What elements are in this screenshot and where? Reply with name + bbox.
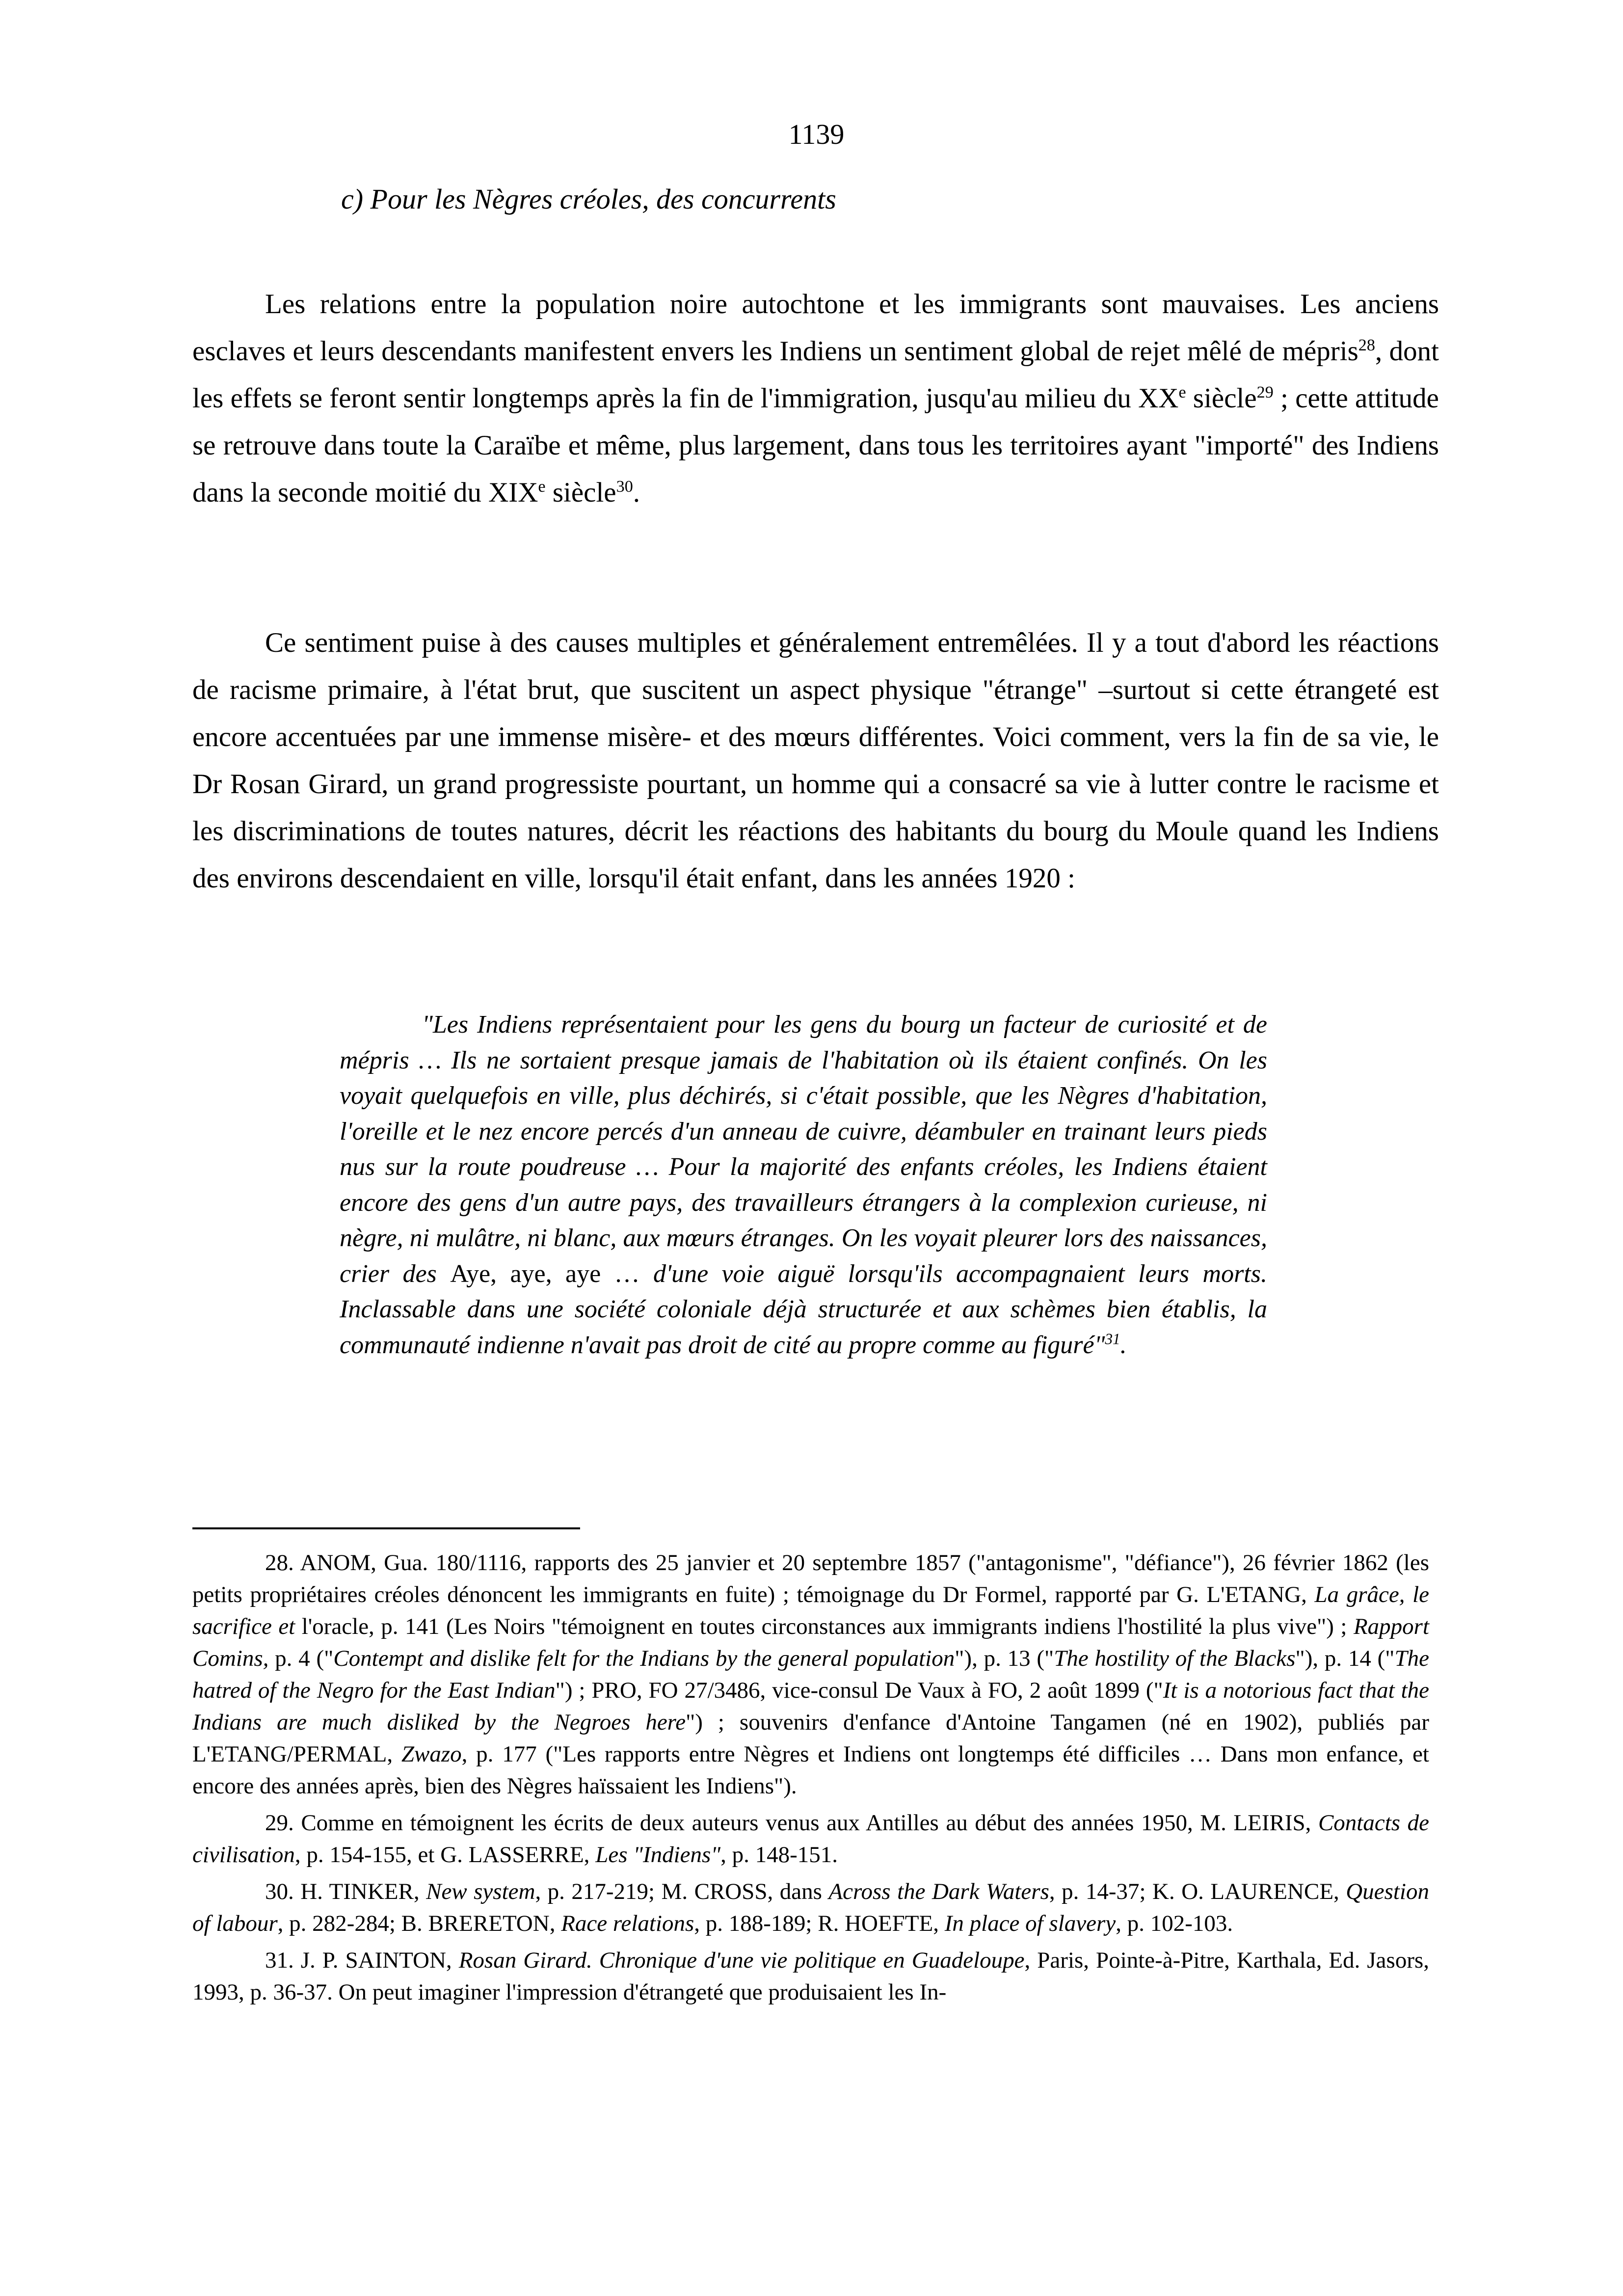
text-run: ; cette attitude se retrouve dans toute la Caraïbe et même, plus largement, dans tous les territoires ayant "importé" des Indiens dans la seconde moitié du XIX — [192, 383, 1439, 508]
italic-title: The hostility of the Blacks — [1054, 1646, 1296, 1671]
text-run: ") ; souvenirs d'enfance d'Antoine Tangamen (né en 1902), publiés par L'ETANG/PERMAL, — [192, 1709, 1429, 1767]
text-run: "), p. 13 (" — [955, 1646, 1054, 1671]
paragraph-text: Ce sentiment puise à des causes multiples et généralement entremêlées. Il y a tout d'abord les réactions de racisme primaire, à l'état brut, que suscitent un aspect physique "étrange" –surtout si cette étrangeté est encore accentuées par une immense misère- et des mœurs différentes. Voici comment, vers la fin de sa vie, le Dr Rosan Girard, un grand progressiste pourtant, un homme qui a consacré sa vie à lutter contre le racisme et les discriminations de toutes natures, décrit les réactions des habitants du bourg du Moule quand les Indiens des environs descendaient en ville, lorsqu'il était enfant, dans les années 1920 : — [192, 627, 1439, 894]
text-run: , p. 188-189; R. HOEFTE, — [694, 1911, 945, 1936]
block-quote — [340, 1007, 1267, 1363]
footnote-ref-28[interactable]: 28 — [1358, 336, 1375, 354]
text-run: siècle — [1186, 383, 1257, 414]
italic-title: In place of slavery — [944, 1911, 1116, 1936]
footnote-31 — [192, 1945, 1429, 2008]
text-run: , Paris, Pointe-à-Pitre, Karthala, Ed. Jasors, 1993, p. 36-37. On peut imaginer l'impression d'étrangeté que produisaient les In- — [192, 1948, 1430, 2005]
text-run: . — [633, 477, 640, 508]
text-run: , p. 14-37; K. O. LAURENCE, — [1049, 1879, 1346, 1904]
italic-title: Contempt and dislike felt for the Indians by the general population — [333, 1646, 955, 1671]
text-run: , p. 102-103. — [1116, 1911, 1233, 1936]
cry-text: Aye, aye, aye … — [450, 1259, 640, 1288]
page-number: 1139 — [788, 118, 845, 150]
body-paragraph-2 — [192, 619, 1439, 902]
text-run: , p. 148-151. — [720, 1842, 838, 1868]
italic-title: Zwazo — [401, 1741, 462, 1767]
text-run: Les relations entre la population noire autochtone et les immigrants sont mauvaises. Les anciens esclaves et leurs descendants manifestent envers les Indiens un sentiment global de rejet mêlé de mépris — [192, 289, 1439, 367]
text-run: 30. H. TINKER, — [265, 1879, 426, 1904]
text-run: , p. 282-284; B. BRERETON, — [277, 1911, 561, 1936]
text-run: d'une voie aiguë lorsqu'ils accompagnaient leurs morts. Inclassable dans une société coloniale déjà structurée et aux schèmes bien établis, la communauté indienne n'avait pas droit de cité au propre comme au figuré" — [340, 1259, 1267, 1359]
italic-title: Race relations — [561, 1911, 694, 1936]
text-run: , p. 177 ("Les rapports entre Nègres et Indiens ont longtemps été difficiles … Dans mon enfance, et encore des années après, bien des Nègres haïssaient les Indiens"). — [192, 1741, 1429, 1799]
text-run: 31. J. P. SAINTON, — [265, 1948, 459, 1973]
text-run: l'oracle, p. 141 (Les Noirs "témoignent en toutes circonstances aux immigrants indiens l'hostilité la plus vive") ; — [295, 1614, 1354, 1639]
italic-title: Les "Indiens" — [595, 1842, 721, 1868]
text-run: , p. 217-219; M. CROSS, dans — [535, 1879, 829, 1904]
body-paragraph-1 — [192, 281, 1439, 516]
text-run: 28. ANOM, Gua. 180/1116, rapports des 25 janvier et 20 septembre 1857 ("antagonisme", "défiance"), 26 février 1862 (les petits propriétaires créoles dénoncent les immigrants en fuite) ; témoignage du Dr Formel, rapporté par G. L'ETANG, — [192, 1550, 1429, 1607]
footnote-30 — [192, 1876, 1429, 1940]
footnotes — [192, 1547, 1429, 2013]
ordinal-superscript: e — [538, 478, 546, 496]
footnote-29 — [192, 1807, 1429, 1871]
footnote-28 — [192, 1547, 1429, 1802]
italic-title: The hatred of the Negro for the East Indian — [192, 1646, 1429, 1703]
italic-title: Rapport Comins, — [192, 1614, 1429, 1671]
italic-title: New system — [426, 1879, 535, 1904]
quote-text — [340, 1007, 1267, 1363]
italic-title: Contacts de civilisation — [192, 1810, 1429, 1868]
text-run: ") ; PRO, FO 27/3486, vice-consul De Vaux à FO, 2 août 1899 (" — [555, 1678, 1163, 1703]
text-run: "Les Indiens représentaient pour les gens du bourg un facteur de curiosité et de mépris … Ils ne sortaient presque jamais de l'habitation où ils étaient confinés. On les voyait quelquefois en ville, plus déchirés, si c'était possible, que les Nègres d'habitation, l'oreille et le nez encore percés d'un anneau de cuivre, déambuler en trainant leurs pieds nus sur la route poudreuse … Pour la majorité des enfants créoles, les Indiens étaient encore des gens d'un autre pays, des travailleurs étrangers à la complexion curieuse, ni nègre, ni mulâtre, ni blanc, aux mœurs étranges. On les voyait pleurer lors des naissances, crier des — [340, 1011, 1267, 1288]
italic-title: Rosan Girard. Chronique d'une vie politique en Guadeloupe — [458, 1948, 1025, 1973]
text-run: siècle — [545, 477, 616, 508]
italic-title: Question of labour — [192, 1879, 1429, 1936]
section-heading: c) Pour les Nègres créoles, des concurrents — [341, 183, 836, 215]
text-run: "), p. 14 (" — [1295, 1646, 1395, 1671]
italic-title: It is a notorious fact that the Indians are much disliked by the Negroes here — [192, 1678, 1429, 1735]
footnote-ref-31[interactable]: 31 — [1105, 1330, 1120, 1348]
ordinal-superscript: e — [1178, 383, 1186, 401]
italic-title: La grâce, le sacrifice et — [192, 1582, 1429, 1639]
text-run: , dont les effets se feront sentir longtemps après la fin de l'immigration, jusqu'au milieu du XX — [192, 336, 1439, 414]
paragraph-text — [192, 281, 1439, 516]
footnote-separator — [192, 1527, 580, 1529]
text-run: p. 4 (" — [268, 1646, 334, 1671]
text-run: , p. 154-155, et G. LASSERRE, — [294, 1842, 596, 1868]
footnote-ref-30[interactable]: 30 — [616, 478, 633, 496]
italic-title: Across the Dark Waters — [828, 1879, 1049, 1904]
footnote-ref-29[interactable]: 29 — [1256, 383, 1274, 401]
text-run: . — [1120, 1331, 1127, 1359]
text-run: 29. Comme en témoignent les écrits de deux auteurs venus aux Antilles au début des années 1950, M. LEIRIS, — [265, 1810, 1318, 1836]
